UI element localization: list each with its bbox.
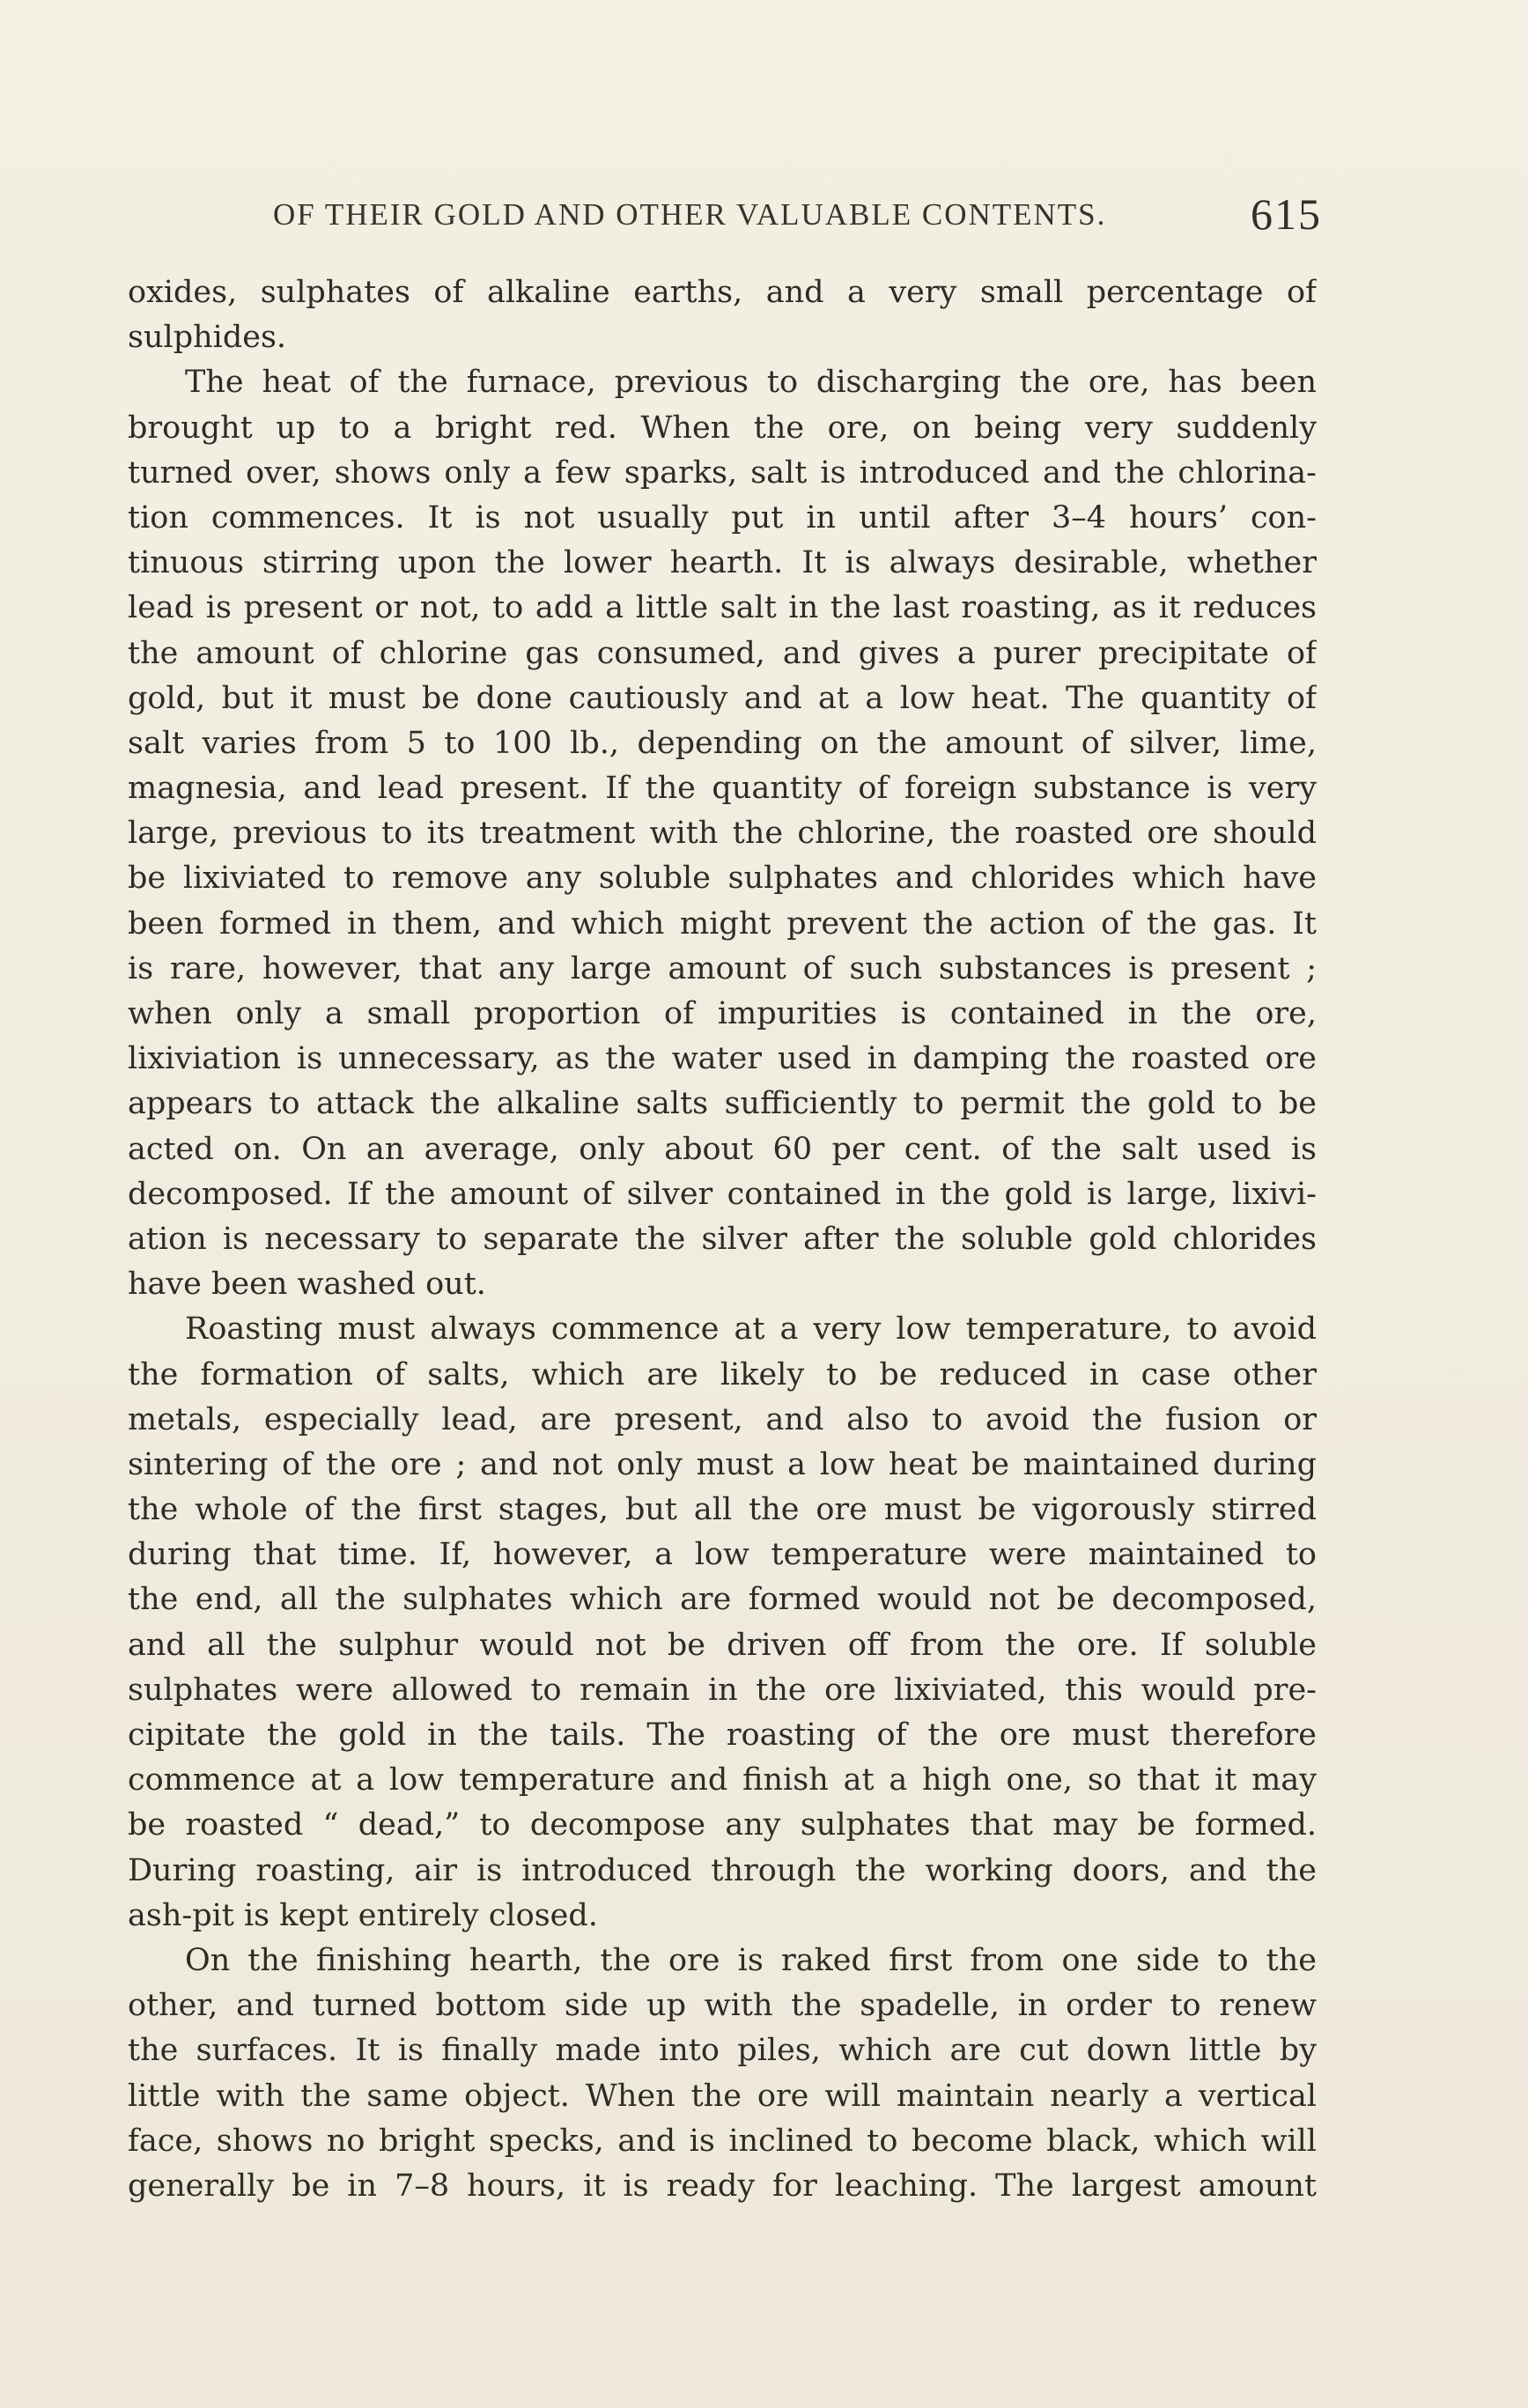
text-line: the surfaces. It is finally made into piles, which are cut down little by xyxy=(128,2033,1317,2069)
text-line: be lixiviated to remove any soluble sulphates and chlorides which have xyxy=(128,861,1317,897)
text-line: sulphides. xyxy=(128,320,287,356)
text-line: large, previous to its treatment with the chlorine, the roasted ore should xyxy=(128,816,1317,852)
text-line: appears to attack the alkaline salts sufficiently to permit the gold to be xyxy=(128,1086,1317,1122)
text-line: is rare, however, that any large amount of such substances is present ; xyxy=(128,950,1317,986)
text-line: lixiviation is unnecessary, as the water used in damping the roasted ore xyxy=(128,1041,1317,1077)
text-line: gold, but it must be done cautiously and at a low heat. The quantity of xyxy=(128,680,1317,716)
text-line: tion commences. It is not usually put in until after 3–4 hours’ con- xyxy=(128,499,1317,536)
page-number: 615 xyxy=(1251,189,1322,239)
text-line: ash-pit is kept entirely closed. xyxy=(128,1897,598,1933)
text-line: magnesia, and lead present. If the quantity of foreign substance is very xyxy=(128,771,1317,807)
text-line: when only a small proportion of impurities is contained in the ore, xyxy=(128,996,1317,1031)
text-line: Roasting must always commence at a very low temperature, to avoid xyxy=(185,1311,1317,1348)
text-line: the whole of the first stages, but all the ore must be vigorously stirred xyxy=(128,1492,1317,1528)
text-line: The heat of the furnace, previous to discharging the ore, has been xyxy=(185,365,1317,401)
text-line: decomposed. If the amount of silver contained in the gold is large, lixivi- xyxy=(128,1176,1317,1212)
text-line: the end, all the sulphates which are formed would not be decomposed, xyxy=(128,1582,1317,1618)
text-line: sulphates were allowed to remain in the ore lixiviated, this would pre- xyxy=(128,1672,1317,1708)
text-line: commence at a low temperature and finish at a high one, so that it may xyxy=(128,1762,1317,1799)
running-title: OF THEIR GOLD AND OTHER VALUABLE CONTENTS. xyxy=(273,197,1107,232)
text-line: face, shows no bright specks, and is inclined to become black, which will xyxy=(128,2123,1317,2159)
page-header xyxy=(273,188,1330,241)
text-line: generally be in 7–8 hours, it is ready for leaching. The largest amount xyxy=(128,2168,1317,2204)
text-line: acted on. On an average, only about 60 per cent. of the salt used is xyxy=(128,1131,1317,1167)
text-line: been formed in them, and which might prevent the action of the gas. It xyxy=(128,905,1317,942)
text-line: ation is necessary to separate the silver after the soluble gold chlorides xyxy=(128,1221,1317,1257)
text-line: during that time. If, however, a low temperature were maintained to xyxy=(128,1537,1317,1573)
text-line: and all the sulphur would not be driven off from the ore. If soluble xyxy=(128,1627,1317,1663)
text-line: brought up to a bright red. When the ore, on being very suddenly xyxy=(128,410,1317,446)
text-line: sintering of the ore ; and not only must a low heat be maintained during xyxy=(128,1446,1317,1482)
text-line: metals, especially lead, are present, and also to avoid the fusion or xyxy=(128,1401,1317,1437)
text-line: turned over, shows only a few sparks, salt is introduced and the chlorina- xyxy=(128,454,1317,491)
text-line: little with the same object. When the ore will maintain nearly a vertical xyxy=(128,2078,1317,2114)
text-line: be roasted “ dead,” to decompose any sulphates that may be formed. xyxy=(128,1807,1317,1843)
text-line: tinuous stirring upon the lower hearth. It is always desirable, whether xyxy=(128,545,1317,581)
text-line: the amount of chlorine gas consumed, and gives a purer precipitate of xyxy=(128,635,1317,671)
body-text xyxy=(128,270,1317,2209)
text-line: cipitate the gold in the tails. The roasting of the ore must therefore xyxy=(128,1717,1317,1753)
text-line: During roasting, air is introduced through the working doors, and the xyxy=(128,1852,1317,1888)
text-line: On the finishing hearth, the ore is raked first from one side to the xyxy=(185,1942,1317,1978)
text-line: oxides, sulphates of alkaline earths, and a very small percentage of xyxy=(128,275,1317,310)
text-line: lead is present or not, to add a little salt in the last roasting, as it reduces xyxy=(128,590,1317,626)
text-line: salt varies from 5 to 100 lb., depending on the amount of silver, lime, xyxy=(128,725,1317,761)
text-line: the formation of salts, which are likely to be reduced in case other xyxy=(128,1356,1317,1392)
text-line: other, and turned bottom side up with the spadelle, in order to renew xyxy=(128,1988,1317,2024)
text-line: have been washed out. xyxy=(128,1267,486,1303)
